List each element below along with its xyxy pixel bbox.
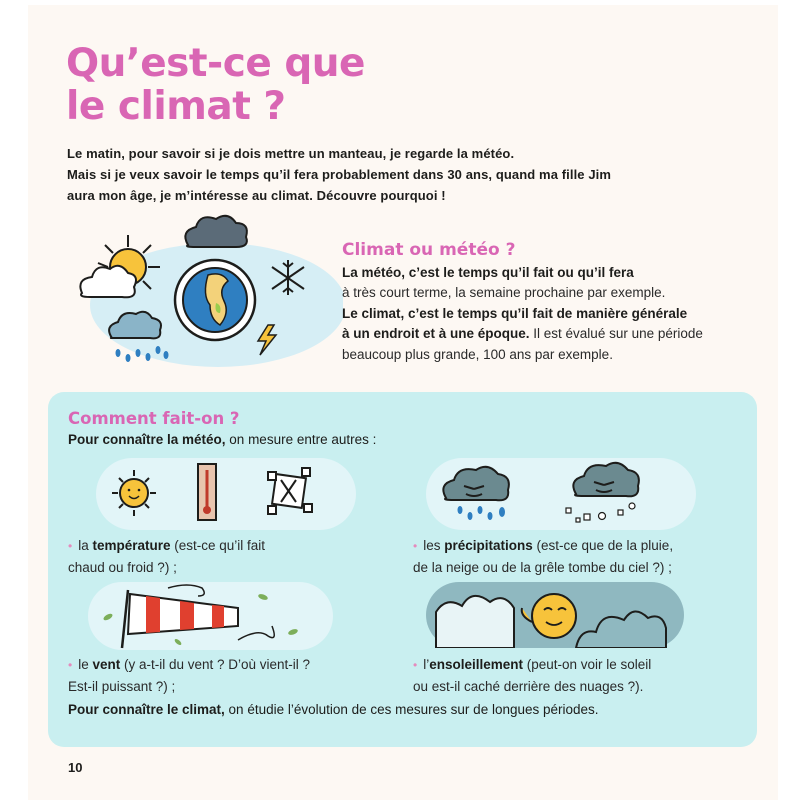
windsock-icon — [122, 590, 238, 648]
measure-item-wind: • le vent (y a-t-il du vent ? D’où vient-il ? Est-il puissant ?) ; — [68, 657, 311, 694]
rain-cloud-face-icon — [443, 467, 509, 520]
box-lead: Pour connaître la météo, on mesure entre autres : — [68, 432, 377, 447]
bullet-icon: • — [68, 658, 73, 672]
measure-item-precipitation: • les précipitations (est-ce que de la pluie, de la neige ou de la grêle tombe du ciel ?) ; — [413, 538, 674, 575]
measure-item-sunshine: • l’ensoleillement (peut-on voir le soleil ou est-il caché derrière des nuages ?). — [413, 657, 652, 694]
smiling-sun-icon — [112, 470, 156, 516]
temperature-illustration — [96, 458, 356, 530]
intro-line: Le matin, pour savoir si je dois mettre un manteau, je regarde la météo. — [67, 146, 515, 161]
climate-vs-weather-section: Climat ou météo ? La météo, c’est le temps qu’il fait ou qu’il fera à très court terme, la semaine prochaine par exemple. Le climat, c’est le temps qu’il fait de manière générale à un endroit et à une époque. Il est évalué sur une période beaucoup plus grande, 100 ans par exemple. — [342, 240, 772, 365]
thermometer-icon — [198, 464, 216, 520]
earth-icon — [175, 260, 255, 340]
title-line-2: le climat ? — [66, 84, 286, 129]
precipitation-illustration — [426, 458, 696, 530]
title-line-1: Qu’est-ce que — [66, 41, 366, 86]
smiling-sun-waving-icon — [522, 594, 576, 638]
intro-paragraph — [67, 143, 727, 206]
bullet-icon: • — [413, 539, 418, 553]
meteo-detail: à très court terme, la semaine prochaine par exemple. — [342, 285, 666, 300]
hail-cloud-face-icon — [566, 463, 639, 522]
page-number: 10 — [68, 760, 83, 775]
wind-illustration — [88, 582, 333, 650]
page-title — [66, 42, 365, 128]
bullet-icon: • — [68, 539, 73, 553]
climat-definition: Le climat, c’est le temps qu’il fait de manière générale — [342, 305, 688, 321]
sunshine-illustration — [426, 582, 684, 648]
box-heading: Comment fait-on ? — [68, 409, 240, 428]
weather-earth-illustration — [68, 205, 343, 370]
section-heading: Climat ou météo ? — [342, 240, 516, 260]
how-we-measure-box — [48, 392, 757, 747]
measure-item-temperature: • la température (est-ce qu’il fait chaud ou froid ?) ; — [68, 538, 266, 575]
climate-conclusion: Pour connaître le climat, on étudie l’évolution de ces mesures sur de longues périodes. — [68, 702, 599, 717]
meteo-definition: La météo, c’est le temps qu’il fait ou qu’il fera — [342, 264, 634, 280]
bullet-icon: • — [413, 658, 418, 672]
intro-line: Mais si je veux savoir le temps qu’il fera probablement dans 30 ans, quand ma fille Jim — [67, 167, 612, 182]
snowflake-crystal-icon — [268, 468, 312, 514]
storm-cloud-icon — [185, 216, 247, 247]
intro-line: aura mon âge, je m’intéresse au climat. Découvre pourquoi ! — [67, 188, 446, 203]
